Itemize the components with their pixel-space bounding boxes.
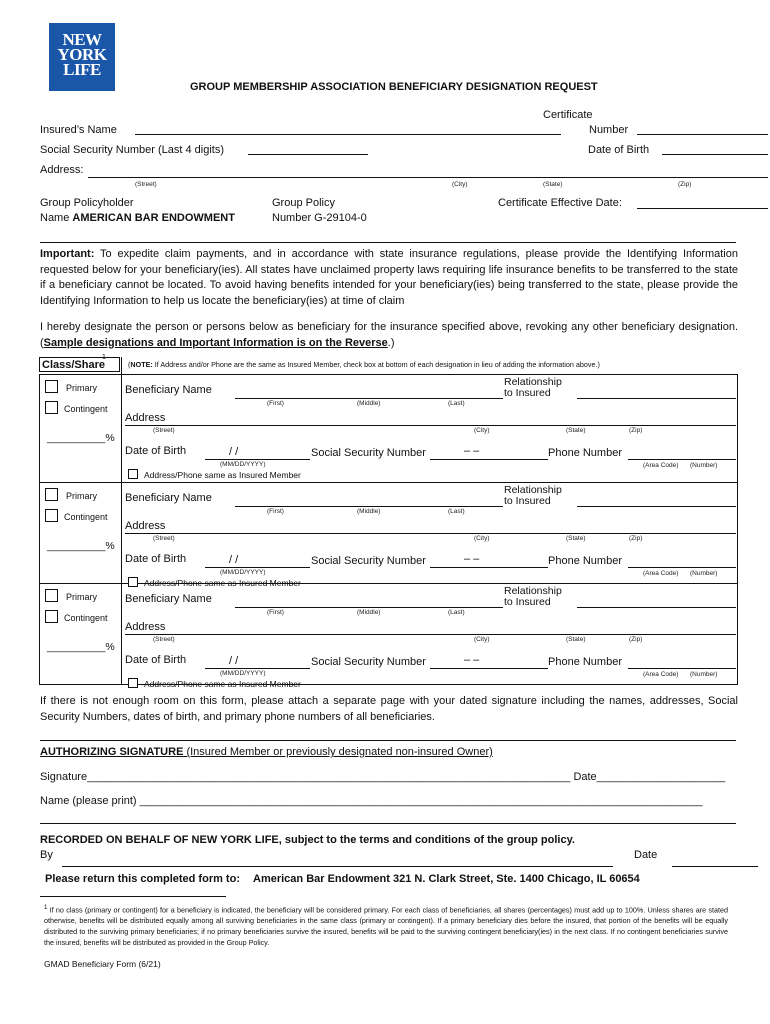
divider xyxy=(40,242,736,243)
insured-dob-field[interactable] xyxy=(662,154,768,155)
relationship-field-3[interactable] xyxy=(577,607,736,608)
footnote xyxy=(44,903,728,948)
primary-checkbox-3[interactable] xyxy=(45,589,58,602)
beneficiary-name-field-3[interactable] xyxy=(235,607,503,608)
footnote-text: If no class (primary or contingent) for a beneficiary is indicated, the beneficiary will be considered primary. For each class of beneficiaries, all shares (percentages) must add up to 100%. Unless shares are stated otherwise, benefits will be distributed equally among all surviving beneficiaries in the same class (primary or contingent). If a primary beneficiary dies before the insured, that portion of the benefits will be equally distributed to the surviving primary beneficiaries; if no primary beneficiaries survive the insured, benefits will be paid to the surviving contingent beneficiary(ies) in the next class. If no contingent beneficiaries survive the insured, benefits will be distributed as provided in the Group Policy. xyxy=(44,905,728,948)
ssn-label: Social Security Number xyxy=(311,656,426,668)
middle-caption: (Middle) xyxy=(357,508,381,515)
by-label: By xyxy=(40,849,53,861)
ssn-dashes: – – xyxy=(464,553,480,565)
state-caption: (State) xyxy=(566,427,586,434)
share-blank: __________ xyxy=(47,432,106,444)
beneficiary-address-field-1[interactable] xyxy=(125,425,736,426)
insured-dob-label: Date of Birth xyxy=(588,144,650,156)
rel-line1: Relationship xyxy=(504,376,562,388)
dob-field-1[interactable] xyxy=(205,459,310,460)
dob-label: Date of Birth xyxy=(125,445,187,457)
first-caption: (First) xyxy=(267,609,284,616)
insured-address-field[interactable] xyxy=(88,177,768,178)
share-percent-field-3[interactable] xyxy=(47,641,115,653)
print-name-line[interactable]: Name (please print) ____________________________________________________________________________________________ xyxy=(40,795,703,807)
row-divider-1 xyxy=(39,482,738,483)
logo-line-1: NEW xyxy=(62,30,102,49)
beneficiary-address-label: Address xyxy=(125,412,166,424)
contingent-label: Contingent xyxy=(64,512,108,522)
dob-slashes: / / xyxy=(229,446,239,458)
class-share-label: Class/Share xyxy=(42,359,105,371)
form-title: GROUP MEMBERSHIP ASSOCIATION BENEFICIARY DESIGNATION REQUEST xyxy=(190,81,598,93)
relationship-field-2[interactable] xyxy=(577,506,736,507)
table-left-border xyxy=(39,374,40,685)
note-body: If Address and/or Phone are the same as Insured Member, check box at bottom of each designation in lieu of adding the information above.) xyxy=(152,360,600,369)
logo-line-2: YORK xyxy=(57,45,107,64)
ssn-dashes: – – xyxy=(464,445,480,457)
city-caption: (City) xyxy=(474,535,490,542)
beneficiary-address-label: Address xyxy=(125,621,166,633)
relationship-field-1[interactable] xyxy=(577,398,736,399)
contingent-label: Contingent xyxy=(64,404,108,414)
same-as-insured-checkbox-1[interactable] xyxy=(128,469,138,479)
class-share-sup: 1 xyxy=(102,354,106,361)
signature-line[interactable]: Signature_______________________________________________________________________________ Date_____________________ xyxy=(40,771,726,783)
rel-line2: to Insured xyxy=(504,595,551,608)
primary-checkbox-2[interactable] xyxy=(45,488,58,501)
beneficiary-name-field-2[interactable] xyxy=(235,506,503,507)
footnote-divider xyxy=(40,896,226,897)
table-mid-border xyxy=(121,357,122,685)
primary-label: Primary xyxy=(66,383,97,393)
table-right-border xyxy=(737,374,738,685)
share-percent-field-1[interactable] xyxy=(47,432,115,444)
relationship-label xyxy=(504,377,562,398)
contingent-checkbox-3[interactable] xyxy=(45,610,58,623)
divider xyxy=(40,740,736,741)
last-caption: (Last) xyxy=(448,508,465,515)
street-caption: (Street) xyxy=(153,636,175,643)
street-caption: (Street) xyxy=(153,427,175,434)
same-as-insured-checkbox-2[interactable] xyxy=(128,577,138,587)
state-caption: (State) xyxy=(566,535,586,542)
auth-heading-rest: (Insured Member or previously designated non-insured Owner) xyxy=(183,746,493,758)
contingent-checkbox-2[interactable] xyxy=(45,509,58,522)
recorded-date-field[interactable] xyxy=(672,866,758,867)
logo-line-3: LIFE xyxy=(63,60,101,79)
addr-city-caption: (City) xyxy=(452,181,468,188)
ssn-last4-label: Social Security Number (Last 4 digits) xyxy=(40,144,225,156)
phone-field-2[interactable] xyxy=(628,567,736,568)
ssn-field-2[interactable] xyxy=(430,567,548,568)
primary-label: Primary xyxy=(66,592,97,602)
zip-caption: (Zip) xyxy=(629,636,643,643)
addr-zip-caption: (Zip) xyxy=(678,181,692,188)
auth-heading-bold: AUTHORIZING SIGNATURE xyxy=(40,746,184,758)
dob-field-3[interactable] xyxy=(205,668,310,669)
cert-effective-field[interactable] xyxy=(637,208,768,209)
cert-effective-label: Certificate Effective Date: xyxy=(498,197,622,209)
recorded-text: RECORDED ON BEHALF OF NEW YORK LIFE, subject to the terms and conditions of the group policy. xyxy=(40,834,575,846)
dob-format-caption: (MM/DD/YYYY) xyxy=(220,670,266,677)
group-policyholder-label: Group Policyholder xyxy=(40,197,134,209)
same-as-insured-checkbox-3[interactable] xyxy=(128,678,138,688)
last-caption: (Last) xyxy=(448,609,465,616)
area-code-caption: (Area Code) xyxy=(643,570,679,577)
number-caption: (Number) xyxy=(690,570,718,577)
dob-label: Date of Birth xyxy=(125,654,187,666)
zip-caption: (Zip) xyxy=(629,535,643,542)
insured-address-label: Address: xyxy=(40,164,84,176)
beneficiary-address-label: Address xyxy=(125,520,166,532)
city-caption: (City) xyxy=(474,427,490,434)
dob-format-caption: (MM/DD/YYYY) xyxy=(220,461,266,468)
rel-line1: Relationship xyxy=(504,585,562,597)
city-caption: (City) xyxy=(474,636,490,643)
first-caption: (First) xyxy=(267,508,284,515)
return-address: American Bar Endowment 321 N. Clark Street, Ste. 1400 Chicago, IL 60654 xyxy=(253,873,640,885)
important-label: Important: xyxy=(40,248,95,260)
contingent-checkbox-1[interactable] xyxy=(45,401,58,414)
ssn-label: Social Security Number xyxy=(311,555,426,567)
street-caption: (Street) xyxy=(153,535,175,542)
recorded-date-label: Date xyxy=(634,849,658,861)
group-policyholder-name xyxy=(40,212,235,224)
certificate-number-field[interactable] xyxy=(637,134,768,135)
policyholder-name: AMERICAN BAR ENDOWMENT xyxy=(72,212,235,224)
by-field[interactable] xyxy=(62,866,613,867)
class-share-header xyxy=(39,354,120,372)
important-text: To expedite claim payments, and in accordance with state insurance regulations, please provide the Identifying Information requested below for your beneficiary(ies). All states have unclaimed property laws requiring life insurance benefits to be transferred to the state if a beneficiary cannot be located. To avoid having benefits intended for your beneficiary(ies) being transferred to the state, please provide the Identifying Information to help us locate the beneficiary(ies) at time of claim xyxy=(40,248,738,307)
note-label: NOTE: xyxy=(130,360,153,369)
auth-heading xyxy=(40,746,493,758)
form-id: GMAD Beneficiary Form (6/21) xyxy=(44,959,161,969)
dob-label: Date of Birth xyxy=(125,553,187,565)
last-caption: (Last) xyxy=(448,400,465,407)
primary-label: Primary xyxy=(66,491,97,501)
note-open: ( xyxy=(128,360,131,369)
phone-field-1[interactable] xyxy=(628,459,736,460)
reverse-link: Sample designations and Important Information is on the Reverse xyxy=(43,336,388,349)
share-blank: __________ xyxy=(47,641,106,653)
share-percent-sign: % xyxy=(105,641,115,653)
phone-label: Phone Number xyxy=(548,656,622,668)
divider xyxy=(40,823,736,824)
insured-name-field[interactable] xyxy=(135,134,561,135)
middle-caption: (Middle) xyxy=(357,400,381,407)
addr-street-caption: (Street) xyxy=(135,181,157,188)
middle-caption: (Middle) xyxy=(357,609,381,616)
beneficiary-name-label: Beneficiary Name xyxy=(125,593,212,605)
same-as-insured-label: Address/Phone same as Insured Member xyxy=(144,578,301,588)
designation-end: .) xyxy=(387,336,395,349)
name-prefix: Name xyxy=(40,212,73,224)
first-caption: (First) xyxy=(267,400,284,407)
relationship-label xyxy=(504,586,562,607)
new-york-life-logo xyxy=(49,23,115,91)
primary-checkbox-1[interactable] xyxy=(45,380,58,393)
insured-name-label: Insured’s Name xyxy=(40,124,117,136)
ssn-dashes: – – xyxy=(464,654,480,666)
contingent-label: Contingent xyxy=(64,613,108,623)
ssn-field-1[interactable] xyxy=(430,459,548,460)
share-percent-field-2[interactable] xyxy=(47,540,115,552)
certificate-label: Certificate xyxy=(543,109,593,121)
dob-slashes: / / xyxy=(229,655,239,667)
addr-state-caption: (State) xyxy=(543,181,563,188)
certificate-number-label: Number xyxy=(589,124,629,136)
share-blank: __________ xyxy=(47,540,106,552)
relationship-label xyxy=(504,485,562,506)
dob-slashes: / / xyxy=(229,554,239,566)
phone-label: Phone Number xyxy=(548,555,622,567)
phone-field-3[interactable] xyxy=(628,668,736,669)
designation-paragraph xyxy=(40,320,738,351)
dob-field-2[interactable] xyxy=(205,567,310,568)
zip-caption: (Zip) xyxy=(629,427,643,434)
same-as-insured-label: Address/Phone same as Insured Member xyxy=(144,679,301,689)
dob-format-caption: (MM/DD/YYYY) xyxy=(220,569,266,576)
important-paragraph xyxy=(40,247,738,309)
number-caption: (Number) xyxy=(690,671,718,678)
ssn-last4-field[interactable] xyxy=(248,154,368,155)
area-code-caption: (Area Code) xyxy=(643,671,679,678)
rel-line1: Relationship xyxy=(504,484,562,496)
beneficiary-address-field-3[interactable] xyxy=(125,634,736,635)
group-policy-number: Number G-29104-0 xyxy=(272,212,367,224)
designation-text: I hereby designate the person or persons below as beneficiary for the insurance specified above, revoking any other beneficiary designation. ( xyxy=(40,321,738,349)
beneficiary-name-label: Beneficiary Name xyxy=(125,492,212,504)
same-as-insured-label: Address/Phone same as Insured Member xyxy=(144,470,301,480)
footnote-sup: 1 xyxy=(44,905,48,911)
state-caption: (State) xyxy=(566,636,586,643)
table-top-border xyxy=(39,374,738,375)
group-policy-label: Group Policy xyxy=(272,197,335,209)
beneficiary-name-label: Beneficiary Name xyxy=(125,384,212,396)
note-text xyxy=(128,360,600,369)
area-code-caption: (Area Code) xyxy=(643,462,679,469)
share-percent-sign: % xyxy=(105,432,115,444)
rel-line2: to Insured xyxy=(504,494,551,507)
return-label: Please return this completed form to: xyxy=(45,873,240,885)
more-room-paragraph: If there is not enough room on this form, please attach a separate page with your dated signature including the names, addresses, Social Security Numbers, dates of birth, and primary phone numbers of all beneficiaries. xyxy=(40,695,738,723)
beneficiary-address-field-2[interactable] xyxy=(125,533,736,534)
share-percent-sign: % xyxy=(105,540,115,552)
rel-line2: to Insured xyxy=(504,386,551,399)
ssn-field-3[interactable] xyxy=(430,668,548,669)
number-caption: (Number) xyxy=(690,462,718,469)
ssn-label: Social Security Number xyxy=(311,447,426,459)
beneficiary-name-field-1[interactable] xyxy=(235,398,503,399)
phone-label: Phone Number xyxy=(548,447,622,459)
